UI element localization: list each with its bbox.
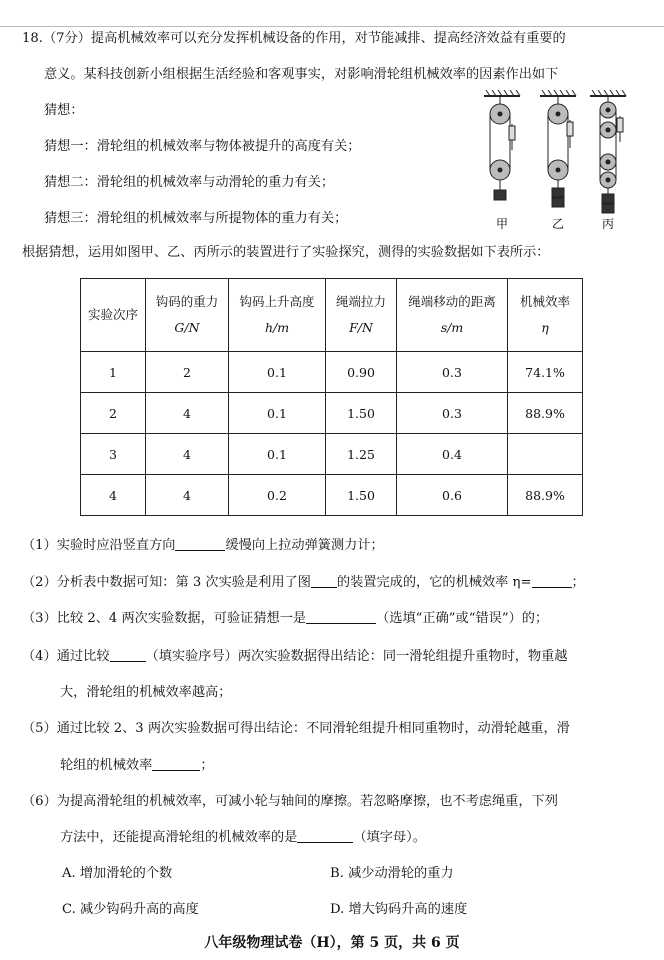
table-cell: 1.25 xyxy=(326,434,397,475)
part-6: （6）为提高滑轮组的机械效率，可减小轮与轴间的摩擦。若忽略摩擦，也不考虑绳重，下列 xyxy=(22,794,558,809)
header-unit: G/N xyxy=(174,320,200,335)
table-cell: 1 xyxy=(81,352,146,393)
table-cell: 0.1 xyxy=(229,352,326,393)
table-cell: 2 xyxy=(146,352,229,393)
answer-blank-3[interactable] xyxy=(306,610,376,624)
table-header-row xyxy=(81,279,583,352)
table-cell: 4 xyxy=(146,393,229,434)
table-cell: 0.4 xyxy=(397,434,508,475)
table-cell: 4 xyxy=(146,475,229,516)
pulley-setup-jia xyxy=(490,96,515,200)
hypothesis-2: 猜想二：滑轮组的机械效率与动滑轮的重力有关； xyxy=(44,175,335,190)
table-cell: 2 xyxy=(81,393,146,434)
option-c: C. 减少钩码升高的高度 xyxy=(62,902,199,917)
header-height xyxy=(229,279,326,352)
figure-label-bing: 丙 xyxy=(602,217,615,230)
table-row xyxy=(81,352,583,393)
part-6-continued xyxy=(60,829,426,847)
table-cell: 3 xyxy=(81,434,146,475)
header-label: 钩码上升高度 xyxy=(239,294,315,309)
table-cell: 0.1 xyxy=(229,393,326,434)
page-footer: 八年级物理试卷（H），第 5 页，共 6 页 xyxy=(204,935,460,951)
table-row xyxy=(81,434,583,475)
part-6-text-b: 方法中，还能提高滑轮组的机械效率的是 xyxy=(60,830,298,845)
table-row xyxy=(81,475,583,516)
part-2 xyxy=(22,574,585,592)
table-cell: 0.1 xyxy=(229,434,326,475)
part-1-text-b: 缓慢向上拉动弹簧测力计； xyxy=(225,538,384,553)
figure-label-yi: 乙 xyxy=(552,217,565,230)
answer-blank-5[interactable] xyxy=(152,757,200,771)
header-label: 钩码的重力 xyxy=(155,294,219,309)
hypothesis-1: 猜想一：滑轮组的机械效率与物体被提升的高度有关； xyxy=(44,139,361,154)
pulley-figure xyxy=(480,90,645,230)
table-cell: 0.90 xyxy=(326,352,397,393)
ceiling-1 xyxy=(484,90,520,96)
part-5: （5）通过比较 2、3 两次实验数据可得出结论：不同滑轮组提升相同重物时，动滑轮越重，滑 xyxy=(22,721,570,736)
header-label: 机械效率 xyxy=(519,294,570,309)
part-5-text-b: 轮组的机械效率 xyxy=(60,758,153,773)
table-cell-empty xyxy=(508,434,583,475)
header-pull xyxy=(326,279,397,352)
table-cell: 0.3 xyxy=(397,352,508,393)
answer-blank-1[interactable] xyxy=(175,537,225,551)
header-label: 实验次序 xyxy=(87,307,138,322)
hypothesis-3: 猜想三：滑轮组的机械效率与所提物体的重力有关； xyxy=(44,211,348,226)
table-cell: 0.2 xyxy=(229,475,326,516)
option-d: D. 增大钩码升高的速度 xyxy=(330,902,468,917)
table-cell: 88.9% xyxy=(508,393,583,434)
part-4 xyxy=(22,648,568,666)
answer-blank-2a[interactable] xyxy=(311,574,337,588)
table-cell: 1.50 xyxy=(326,393,397,434)
answer-blank-6[interactable] xyxy=(297,829,353,843)
question-intro-line-2: 意义。某科技创新小组根据生活经验和客观事实，对影响滑轮组机械效率的因素作出如下 xyxy=(44,67,559,82)
pulley-setup-bing xyxy=(600,96,623,213)
answer-blank-4[interactable] xyxy=(110,648,146,662)
header-unit: h/m xyxy=(264,320,290,335)
ceiling-3 xyxy=(590,90,626,96)
part-2-text-a: （2）分析表中数据可知：第 3 次实验是利用了图 xyxy=(22,575,311,590)
part-4-continued: 大，滑轮组的机械效率越高； xyxy=(60,685,232,700)
part-3-text-b: （选填“正确”或“错误”）的； xyxy=(376,611,549,626)
ceiling-2 xyxy=(540,90,576,96)
part-3 xyxy=(22,610,548,628)
header-unit: s/m xyxy=(440,320,464,335)
table-cell: 0.6 xyxy=(397,475,508,516)
part-1 xyxy=(22,537,384,555)
part-4-text-a: （4）通过比较 xyxy=(22,649,110,664)
table-cell: 4 xyxy=(146,434,229,475)
option-b: B. 减少动滑轮的重力 xyxy=(330,866,454,881)
table-cell: 88.9% xyxy=(508,475,583,516)
pulley-setup-yi xyxy=(548,96,573,207)
question-intro-line-3: 猜想： xyxy=(44,103,84,118)
top-rule xyxy=(0,26,664,27)
part-4-text-b: （填实验序号）两次实验数据得出结论：同一滑轮组提升重物时，物重越 xyxy=(145,649,568,664)
table-cell: 0.3 xyxy=(397,393,508,434)
answer-blank-2b[interactable] xyxy=(532,574,572,588)
part-2-text-b: 的装置完成的，它的机械效率 η= xyxy=(336,575,532,590)
header-weight xyxy=(146,279,229,352)
data-table-wrap xyxy=(80,278,583,516)
header-unit: F/N xyxy=(349,320,373,335)
experiment-lead-in: 根据猜想，运用如图甲、乙、丙所示的装置进行了实验探究，测得的实验数据如下表所示： xyxy=(22,245,550,260)
data-table xyxy=(80,278,583,516)
header-label: 绳端拉力 xyxy=(335,294,386,309)
header-efficiency xyxy=(508,279,583,352)
part-3-text-a: （3）比较 2、4 两次实验数据，可验证猜想一是 xyxy=(22,611,307,626)
table-cell: 74.1% xyxy=(508,352,583,393)
header-label: 绳端移动的距离 xyxy=(408,294,496,309)
header-distance xyxy=(397,279,508,352)
figure-label-jia: 甲 xyxy=(496,217,509,230)
part-5-continued xyxy=(60,757,214,775)
option-a: A. 增加滑轮的个数 xyxy=(62,866,173,881)
question-intro-line-1: 18.（7分）提高机械效率可以充分发挥机械设备的作用，对节能减排、提高经济效益有重要的 xyxy=(22,31,566,46)
table-row xyxy=(81,393,583,434)
part-5-text-c: ； xyxy=(200,758,214,773)
table-cell: 1.50 xyxy=(326,475,397,516)
table-cell: 4 xyxy=(81,475,146,516)
header-trial xyxy=(81,279,146,352)
header-unit: η xyxy=(541,320,549,335)
part-1-text-a: （1）实验时应沿竖直方向 xyxy=(22,538,176,553)
part-2-text-c: ； xyxy=(571,575,585,590)
part-6-text-c: （填字母）。 xyxy=(353,830,426,845)
